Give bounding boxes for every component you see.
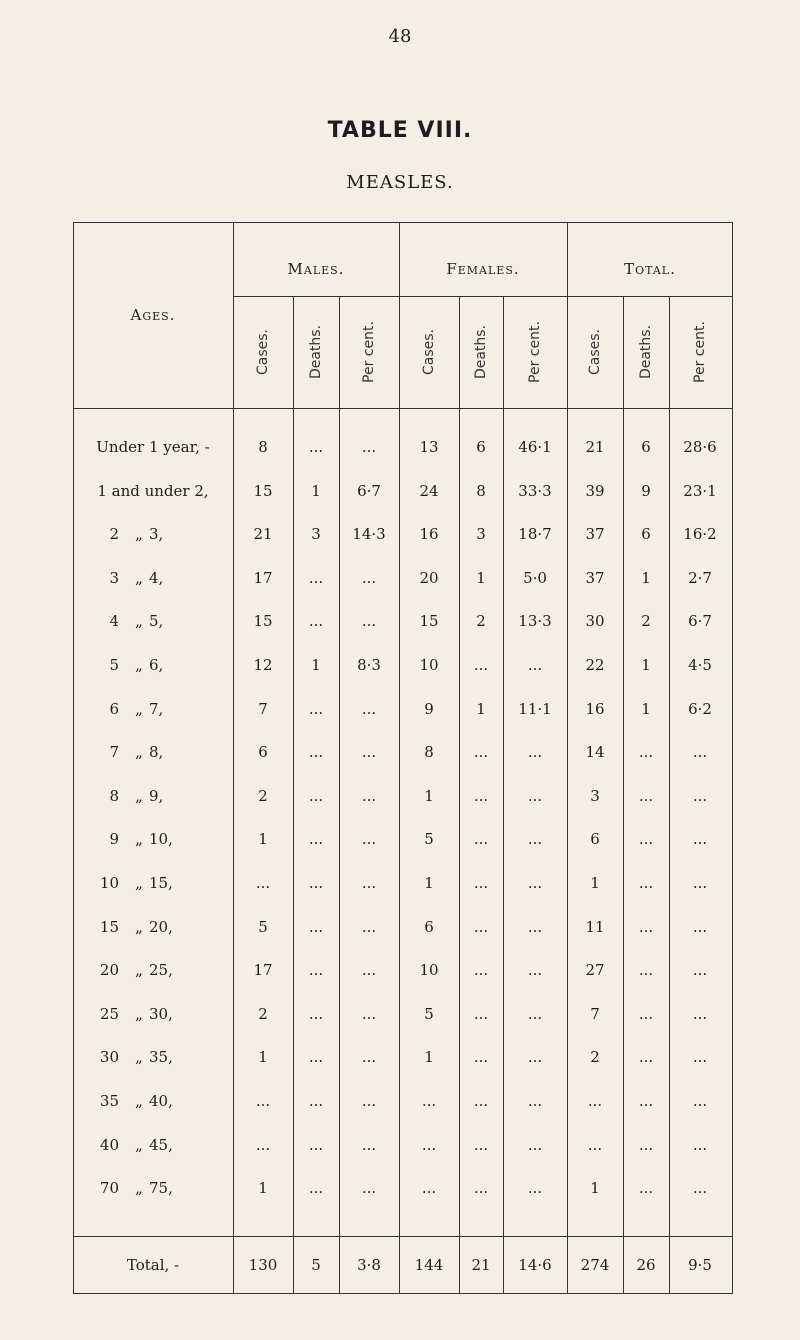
females-deaths-cell: ... (473, 786, 489, 805)
males-deaths-cell: ... (308, 786, 324, 805)
males-cases-cell: ... (255, 1092, 271, 1110)
total-per-cent-cell: ... (692, 1135, 708, 1154)
females-cases-cell: 16 (419, 525, 439, 544)
age-group-label: Under 1 year, - (96, 438, 210, 456)
age-from: 35 (99, 1092, 119, 1110)
females-deaths-cell: ... (473, 961, 489, 980)
deaths-subheader: Deaths. (308, 324, 324, 380)
females-deaths-cell: ... (473, 1004, 489, 1023)
total-cases-cell: 7 (590, 1004, 600, 1023)
females-deaths-cell: ... (473, 874, 489, 892)
table-row (73, 519, 733, 549)
age-to: 35, (149, 1048, 173, 1067)
males-per-cent-cell: ... (361, 830, 377, 849)
males-cases-cell: 5 (258, 917, 268, 936)
deaths-subheader: Deaths. (473, 324, 489, 380)
males-cases-cell: 15 (253, 481, 273, 500)
ditto-mark: „ (135, 961, 143, 980)
males-deaths-cell: ... (308, 917, 324, 936)
total-deaths-cell: 1 (641, 656, 651, 674)
ditto-mark: „ (135, 612, 143, 631)
males-per-cent-cell: ... (361, 1179, 377, 1198)
total-cases-cell: 37 (585, 525, 605, 544)
females-cases-cell: 6 (424, 917, 434, 936)
total-cases-cell: 37 (585, 568, 605, 587)
females-cases-cell: 144 (414, 1256, 444, 1274)
females-deaths-cell: ... (473, 743, 489, 762)
age-to: 20, (149, 917, 173, 936)
total-deaths-cell: ... (638, 961, 654, 980)
males-cases-cell: 17 (253, 568, 273, 587)
table-row (73, 999, 733, 1029)
per-cent-subheader: Per cent. (361, 321, 377, 383)
age-from: 7 (109, 743, 119, 762)
females-deaths-cell: ... (473, 830, 489, 849)
females-deaths-cell: ... (473, 1092, 489, 1110)
males-deaths-cell: ... (308, 1179, 324, 1198)
total-cases-cell: 11 (585, 917, 605, 936)
total-per-cent-cell: 16·2 (683, 525, 717, 544)
age-to: 25, (149, 961, 173, 980)
males-deaths-cell: 1 (311, 656, 321, 674)
age-to: 9, (149, 786, 164, 805)
table-row (73, 737, 733, 767)
males-per-cent-cell: ... (361, 1004, 377, 1023)
total-deaths-cell: ... (638, 874, 654, 892)
table-row (73, 1130, 733, 1160)
total-per-cent-cell: ... (692, 917, 708, 936)
females-header: Females. (446, 260, 520, 278)
males-per-cent-cell: ... (361, 961, 377, 980)
females-per-cent-cell: 13·3 (518, 612, 552, 631)
total-per-cent-cell: ... (692, 1004, 708, 1023)
total-deaths-cell: ... (638, 830, 654, 849)
males-deaths-cell: 3 (311, 525, 321, 544)
females-deaths-cell: 1 (476, 699, 486, 718)
ditto-mark: „ (135, 786, 143, 805)
males-per-cent-cell: ... (361, 786, 377, 805)
age-from: 5 (109, 656, 119, 674)
females-cases-cell: 10 (419, 961, 439, 980)
age-from: 20 (99, 961, 119, 980)
total-cases-cell: 14 (585, 743, 605, 762)
males-cases-cell: ... (255, 874, 271, 892)
age-group-label: 1 and under 2, (97, 481, 209, 500)
males-deaths-cell: ... (308, 961, 324, 980)
total-per-cent-cell: ... (692, 1179, 708, 1198)
females-deaths-cell: ... (473, 1048, 489, 1067)
males-cases-cell: 130 (248, 1256, 278, 1274)
females-per-cent-cell: ... (527, 656, 543, 674)
females-deaths-cell: ... (473, 1135, 489, 1154)
males-per-cent-cell: ... (361, 612, 377, 631)
total-cases-cell: ... (587, 1092, 603, 1110)
table-row (73, 1042, 733, 1072)
males-deaths-cell: ... (308, 438, 324, 456)
ditto-mark: „ (135, 1004, 143, 1023)
ditto-mark: „ (135, 1135, 143, 1154)
table-top-rule (73, 222, 733, 223)
total-deaths-cell: ... (638, 786, 654, 805)
total-per-cent-cell: 4·5 (688, 656, 712, 674)
males-cases-cell: 2 (258, 786, 268, 805)
females-cases-cell: 1 (424, 1048, 434, 1067)
age-from: 15 (99, 917, 119, 936)
ditto-mark: „ (135, 874, 143, 892)
table-row (73, 955, 733, 985)
males-cases-cell: 7 (258, 699, 268, 718)
females-cases-cell: ... (421, 1092, 437, 1110)
total-cases-cell: 2 (590, 1048, 600, 1067)
table-row (73, 606, 733, 636)
females-deaths-cell: 2 (476, 612, 486, 631)
total-deaths-cell: 1 (641, 699, 651, 718)
males-per-cent-cell: ... (361, 699, 377, 718)
males-per-cent-cell: 6·7 (357, 481, 381, 500)
total-cases-cell: 16 (585, 699, 605, 718)
males-per-cent-cell: 14·3 (352, 525, 386, 544)
total-deaths-cell: ... (638, 1135, 654, 1154)
table-row (73, 650, 733, 680)
males-deaths-cell: ... (308, 743, 324, 762)
females-per-cent-cell: ... (527, 1135, 543, 1154)
males-cases-cell: 1 (258, 1048, 268, 1067)
females-per-cent-cell: ... (527, 743, 543, 762)
males-deaths-cell: 5 (311, 1256, 321, 1274)
females-cases-cell: 5 (424, 1004, 434, 1023)
age-from: 25 (99, 1004, 119, 1023)
cases-subheader: Cases. (587, 329, 603, 376)
total-per-cent-cell: ... (692, 786, 708, 805)
age-to: 15, (149, 874, 173, 892)
males-per-cent-cell: 3·8 (357, 1256, 381, 1274)
females-per-cent-cell: ... (527, 874, 543, 892)
total-per-cent-cell: ... (692, 830, 708, 849)
females-per-cent-cell: 46·1 (518, 438, 552, 456)
total-cases-cell: 274 (580, 1256, 610, 1274)
females-cases-cell: 15 (419, 612, 439, 631)
total-per-cent-cell: ... (692, 961, 708, 980)
total-deaths-cell: 6 (641, 438, 651, 456)
males-per-cent-cell: ... (361, 743, 377, 762)
age-to: 6, (149, 656, 164, 674)
age-to: 4, (149, 568, 164, 587)
table-subtitle: MEASLES. (346, 172, 454, 193)
total-per-cent-cell: ... (692, 1048, 708, 1067)
females-per-cent-cell: ... (527, 917, 543, 936)
cases-subheader: Cases. (421, 329, 437, 376)
females-deaths-cell: 1 (476, 568, 486, 587)
table-row (73, 694, 733, 724)
males-cases-cell: 15 (253, 612, 273, 631)
females-per-cent-cell: ... (527, 1004, 543, 1023)
total-deaths-cell: 2 (641, 612, 651, 631)
total-deaths-cell: 1 (641, 568, 651, 587)
total-deaths-cell: ... (638, 1048, 654, 1067)
males-deaths-cell: ... (308, 1048, 324, 1067)
males-per-cent-cell: ... (361, 1048, 377, 1067)
age-to: 3, (149, 525, 164, 544)
total-top-rule (73, 1236, 733, 1237)
total-cases-cell: 39 (585, 481, 605, 500)
males-cases-cell: 6 (258, 743, 268, 762)
males-per-cent-cell: ... (361, 917, 377, 936)
table-row (73, 1086, 733, 1116)
females-cases-cell: 1 (424, 874, 434, 892)
per-cent-subheader: Per cent. (527, 321, 543, 383)
deaths-subheader: Deaths. (638, 324, 654, 380)
total-per-cent-cell: 28·6 (683, 438, 717, 456)
females-cases-cell: 5 (424, 830, 434, 849)
males-per-cent-cell: ... (361, 1135, 377, 1154)
age-from: 30 (99, 1048, 119, 1067)
males-cases-cell: 1 (258, 1179, 268, 1198)
total-per-cent-cell: 23·1 (683, 481, 717, 500)
age-to: 30, (149, 1004, 173, 1023)
females-per-cent-cell: 5·0 (523, 568, 547, 587)
ditto-mark: „ (135, 699, 143, 718)
males-cases-cell: ... (255, 1135, 271, 1154)
females-cases-cell: ... (421, 1179, 437, 1198)
age-from: 40 (99, 1135, 119, 1154)
males-cases-cell: 2 (258, 1004, 268, 1023)
ditto-mark: „ (135, 1179, 143, 1198)
page-number: 48 (388, 26, 412, 47)
total-deaths-cell: 9 (641, 481, 651, 500)
total-deaths-cell: ... (638, 1179, 654, 1198)
table-bottom-rule (73, 1293, 733, 1294)
males-deaths-cell: ... (308, 1092, 324, 1110)
females-per-cent-cell: 14·6 (518, 1256, 552, 1274)
males-deaths-cell: ... (308, 612, 324, 631)
males-cases-cell: 21 (253, 525, 273, 544)
males-deaths-cell: ... (308, 568, 324, 587)
total-per-cent-cell: 2·7 (688, 568, 712, 587)
total-per-cent-cell: ... (692, 1092, 708, 1110)
females-deaths-cell: ... (473, 917, 489, 936)
total-deaths-cell: ... (638, 1092, 654, 1110)
age-from: 9 (109, 830, 119, 849)
age-to: 7, (149, 699, 164, 718)
total-deaths-cell: 26 (636, 1256, 656, 1274)
males-cases-cell: 8 (258, 438, 268, 456)
age-from: 10 (99, 874, 119, 892)
age-to: 75, (149, 1179, 173, 1198)
males-per-cent-cell: ... (361, 1092, 377, 1110)
females-cases-cell: 20 (419, 568, 439, 587)
total-deaths-cell: ... (638, 1004, 654, 1023)
age-from: 8 (109, 786, 119, 805)
males-cases-cell: 17 (253, 961, 273, 980)
females-cases-cell: 13 (419, 438, 439, 456)
males-per-cent-cell: ... (361, 874, 377, 892)
age-to: 45, (149, 1135, 173, 1154)
females-deaths-cell: 8 (476, 481, 486, 500)
males-header: Males. (287, 260, 345, 278)
total-cases-cell: 1 (590, 874, 600, 892)
males-deaths-cell: ... (308, 830, 324, 849)
age-from: 6 (109, 699, 119, 718)
total-cases-cell: ... (587, 1135, 603, 1154)
total-cases-cell: 21 (585, 438, 605, 456)
total-per-cent-cell: 6·7 (688, 612, 712, 631)
total-deaths-cell: ... (638, 743, 654, 762)
ditto-mark: „ (135, 568, 143, 587)
females-per-cent-cell: ... (527, 1048, 543, 1067)
females-cases-cell: 24 (419, 481, 439, 500)
females-per-cent-cell: ... (527, 1179, 543, 1198)
cases-subheader: Cases. (255, 329, 271, 376)
table-row (73, 868, 733, 898)
ditto-mark: „ (135, 743, 143, 762)
males-deaths-cell: ... (308, 1135, 324, 1154)
females-cases-cell: 9 (424, 699, 434, 718)
per-cent-subheader: Per cent. (692, 321, 708, 383)
males-per-cent-cell: ... (361, 438, 377, 456)
table-row (73, 432, 733, 462)
total-cases-cell: 1 (590, 1179, 600, 1198)
females-deaths-cell: 21 (471, 1256, 491, 1274)
total-per-cent-cell: ... (692, 743, 708, 762)
ditto-mark: „ (135, 656, 143, 674)
females-per-cent-cell: ... (527, 961, 543, 980)
ditto-mark: „ (135, 1048, 143, 1067)
females-deaths-cell: ... (473, 1179, 489, 1198)
table-row (73, 824, 733, 854)
age-to: 8, (149, 743, 164, 762)
ditto-mark: „ (135, 1092, 143, 1110)
males-deaths-cell: 1 (311, 481, 321, 500)
measles-table (73, 222, 733, 1294)
females-per-cent-cell: 33·3 (518, 481, 552, 500)
ditto-mark: „ (135, 917, 143, 936)
females-deaths-cell: ... (473, 656, 489, 674)
total-per-cent-cell: 6·2 (688, 699, 712, 718)
ditto-mark: „ (135, 830, 143, 849)
table-title: TABLE VIII. (327, 118, 473, 143)
age-from: 4 (109, 612, 119, 631)
table-row (73, 476, 733, 506)
males-cases-cell: 12 (253, 656, 273, 674)
total-cases-cell: 22 (585, 656, 605, 674)
table-row (73, 912, 733, 942)
females-deaths-cell: 6 (476, 438, 486, 456)
total-cases-cell: 30 (585, 612, 605, 631)
females-cases-cell: ... (421, 1135, 437, 1154)
total-header: Total. (624, 260, 676, 278)
females-per-cent-cell: 11·1 (518, 699, 552, 718)
total-deaths-cell: 6 (641, 525, 651, 544)
age-from: 3 (109, 568, 119, 587)
total-per-cent-cell: 9·5 (688, 1256, 712, 1274)
table-row (73, 563, 733, 593)
females-per-cent-cell: 18·7 (518, 525, 552, 544)
total-row (73, 1250, 733, 1280)
females-per-cent-cell: ... (527, 1092, 543, 1110)
total-deaths-cell: ... (638, 917, 654, 936)
males-per-cent-cell: ... (361, 568, 377, 587)
females-cases-cell: 1 (424, 786, 434, 805)
age-to: 5, (149, 612, 164, 631)
males-deaths-cell: ... (308, 1004, 324, 1023)
ditto-mark: „ (135, 525, 143, 544)
age-to: 40, (149, 1092, 173, 1110)
males-per-cent-cell: 8·3 (357, 656, 381, 674)
females-deaths-cell: 3 (476, 525, 486, 544)
total-cases-cell: 27 (585, 961, 605, 980)
total-cases-cell: 6 (590, 830, 600, 849)
males-deaths-cell: ... (308, 874, 324, 892)
total-per-cent-cell: ... (692, 874, 708, 892)
ages-header: Ages. (130, 306, 176, 324)
males-cases-cell: 1 (258, 830, 268, 849)
age-from: 2 (109, 525, 119, 544)
age-to: 10, (149, 830, 173, 849)
total-label-text: Total, - (126, 1256, 180, 1274)
females-cases-cell: 10 (419, 656, 439, 674)
females-per-cent-cell: ... (527, 786, 543, 805)
females-cases-cell: 8 (424, 743, 434, 762)
total-cases-cell: 3 (590, 786, 600, 805)
table-row (73, 1173, 733, 1203)
females-per-cent-cell: ... (527, 830, 543, 849)
males-deaths-cell: ... (308, 699, 324, 718)
table-row (73, 781, 733, 811)
age-from: 70 (99, 1179, 119, 1198)
